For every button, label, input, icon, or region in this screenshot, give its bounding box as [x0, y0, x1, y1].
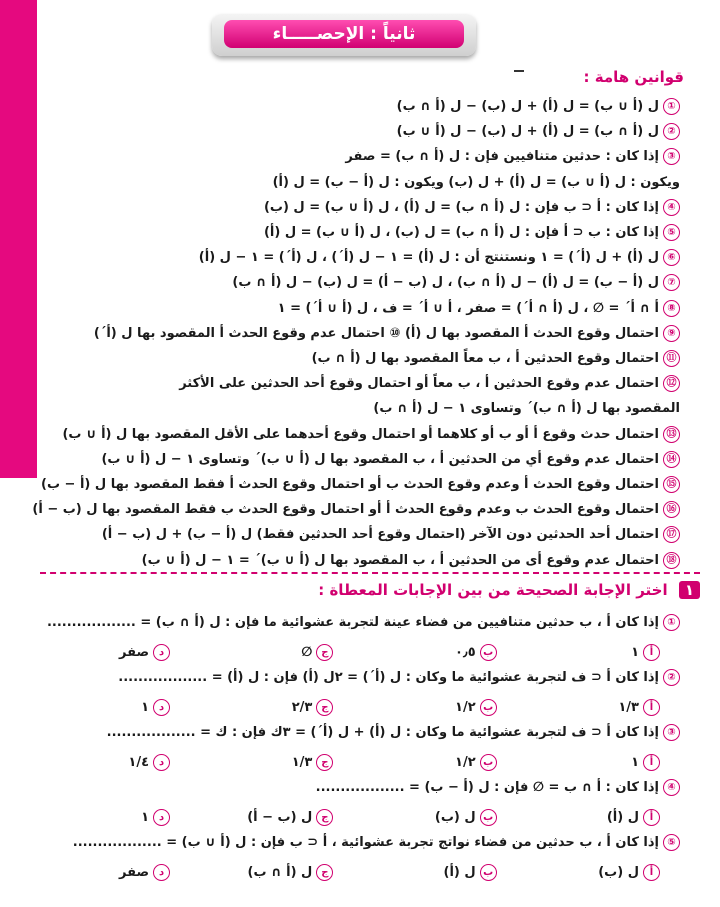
answer-option[interactable] [550, 640, 660, 664]
option-label: ج [316, 699, 333, 716]
answer-option[interactable] [223, 860, 333, 884]
question-number: ③ [663, 724, 680, 741]
answer-option[interactable] [387, 640, 497, 664]
law-number: ⑨ [663, 325, 680, 342]
option-label: ب [480, 754, 497, 771]
law-line [42, 398, 680, 420]
option-label: أ [643, 644, 660, 661]
option-label: د [153, 699, 170, 716]
answer-options [60, 860, 660, 884]
law-text: المقصود بها ل (أ ∩ ب)´ وتساوى ١ − ل (أ ∩ ب) [373, 401, 680, 417]
question-number: ⑤ [663, 834, 680, 851]
option-label: ج [316, 644, 333, 661]
answer-options [60, 805, 660, 829]
law-number: ⑯ [663, 501, 680, 518]
law-text: احتمال عدم وقوع أى من الحدثين أ ، ب المقصود بها ل (أ ∪ ب)´ = ١ − ل (أ ∪ ب) [141, 552, 659, 568]
law-line [32, 499, 680, 521]
exercise-title [318, 581, 700, 599]
answer-option[interactable] [387, 860, 497, 884]
answer-option[interactable] [223, 695, 333, 719]
option-value: ل (ب) [434, 809, 476, 825]
option-value: ١/٤ [128, 754, 150, 770]
question-line [42, 667, 680, 689]
option-label: أ [643, 864, 660, 881]
option-value: ١/٣ [618, 699, 639, 715]
answer-option[interactable] [550, 750, 660, 774]
law-number: ② [663, 123, 680, 140]
law-line [42, 247, 680, 269]
law-number: ⑰ [663, 526, 680, 543]
law-text: احتمال وقوع الحدث أ وعدم وقوع الحدث ب أو احتمال وقوع الحدث أ فقط المقصود بها ل (أ − ب) [41, 477, 659, 492]
law-text: احتمال عدم وقوع الحدثين أ ، ب معاً أو احتمال وقوع أحد الحدثين على الأكثر [179, 376, 659, 392]
question-line [42, 777, 680, 799]
question-line [42, 722, 680, 744]
option-value: ١ [631, 644, 639, 660]
law-number: ⑱ [663, 552, 680, 569]
option-label: ب [480, 864, 497, 881]
law-text: أ ∩ أ´ = ∅ ، ل (أ ∩ أ´) = صفر ، أ ∪ أ´ = ف ، ل (أ ∪ أ´) = ١ [277, 300, 659, 316]
option-value: ١ [631, 754, 639, 770]
law-number: ⑮ [663, 476, 680, 493]
law-line [42, 348, 680, 370]
law-line [42, 197, 680, 219]
law-text: إذا كان : ب ⊂ أ فإن : ل (أ ∩ ب) = ل (ب) ، ل (أ ∪ ب) = ل (أ) [263, 225, 659, 240]
question-text: إذا كان أ ⊂ ف لتجربة عشوائية ما وكان : ل (أ) + ل (أ´) = ٣ك فإن : ك = .................. [106, 725, 659, 740]
law-line [42, 550, 680, 572]
law-line [42, 96, 680, 118]
option-value: ل (أ) [443, 864, 476, 880]
answer-option[interactable] [223, 805, 333, 829]
option-label: أ [643, 699, 660, 716]
law-number: ⑥ [663, 249, 680, 266]
answer-options [60, 750, 660, 774]
law-text: ل (أ − ب) = ل (أ) − ل (أ ∩ ب) ، ل (ب − أ) = ل (ب) − ل (أ ∩ ب) [232, 275, 659, 291]
law-line [42, 524, 680, 546]
option-label: ب [480, 644, 497, 661]
law-number: ⑬ [663, 426, 680, 443]
law-text: احتمال وقوع الحدث أ المقصود بها ل (أ) ⑩ احتمال عدم وقوع الحدث أ المقصود بها ل (أ´) [93, 325, 659, 341]
question-line [42, 612, 680, 634]
law-line [42, 298, 680, 320]
answer-option[interactable] [223, 640, 333, 664]
answer-option[interactable] [387, 805, 497, 829]
option-label: أ [643, 809, 660, 826]
law-number: ⑦ [663, 274, 680, 291]
option-label: د [153, 754, 170, 771]
law-number: ⑭ [663, 451, 680, 468]
option-value: ٠٫٥ [454, 644, 476, 660]
law-line [42, 424, 680, 446]
law-text: ل (أ ∪ ب) = ل (أ) + ل (ب) − ل (أ ∩ ب) [396, 99, 659, 114]
question-text: إذا كان : أ ∩ ب = ∅ فإن : ل (أ − ب) = .................. [315, 780, 659, 795]
option-value: ل (ب) [598, 864, 639, 880]
option-label: د [153, 809, 170, 826]
option-value: ل (أ ∩ ب) [247, 864, 313, 880]
sidebar-strip [0, 0, 37, 478]
answer-option[interactable] [387, 695, 497, 719]
law-line [42, 146, 680, 168]
law-text: احتمال وقوع الحدث ب وعدم وقوع الحدث أ أو احتمال وقوع الحدث ب فقط المقصود بها ل (ب − أ) [32, 502, 659, 518]
answer-option[interactable] [387, 750, 497, 774]
section-separator [40, 572, 700, 574]
law-text: ويكون : ل (أ ∪ ب) = ل (أ) + ل (ب) ويكون : ل (أ − ب) = ل (أ) [272, 174, 680, 190]
answer-option[interactable] [60, 695, 170, 719]
question-text: إذا كان أ ⊂ ف لتجربة عشوائية ما وكان : ل (أ´) = ٢ل (أ) فإن : ل (أ) = .................. [118, 670, 659, 685]
question-number: ④ [663, 779, 680, 796]
question-line [42, 832, 680, 854]
question-text: إذا كان أ ، ب حدثين من فضاء نواتج تجربة عشوائية ، أ ⊂ ب فإن : ل (أ ∪ ب) = .................. [72, 835, 659, 850]
option-label: ج [316, 809, 333, 826]
answer-option[interactable] [550, 805, 660, 829]
divider-dash [514, 70, 524, 72]
law-text: احتمال حدث وقوع أ أو ب أو كلاهما أو احتمال وقوع أحدهما على الأقل المقصود بها ل (أ ∪ ب) [62, 426, 659, 442]
answer-option[interactable] [550, 695, 660, 719]
section-title: قوانين هامة : [583, 68, 684, 86]
law-number: ⑤ [663, 224, 680, 241]
option-label: ب [480, 809, 497, 826]
law-line [42, 172, 680, 194]
exercise-number: ١ [679, 581, 700, 599]
law-text: احتمال وقوع الحدثين أ ، ب معاً المقصود بها ل (أ ∩ ب) [311, 351, 659, 366]
option-value: ١/٣ [291, 754, 313, 770]
law-line [42, 272, 680, 294]
answer-options [60, 695, 660, 719]
answer-option[interactable] [60, 640, 170, 664]
question-text: إذا كان أ ، ب حدثين متنافيين من فضاء عينة لتجربة عشوائية ما فإن : ل (أ ∩ ب) = .................. [46, 615, 659, 630]
law-line [42, 323, 680, 345]
law-number: ⑪ [663, 350, 680, 367]
law-line [42, 474, 680, 496]
law-text: ل (أ ∩ ب) = ل (أ) + ل (ب) − ل (أ ∪ ب) [396, 124, 659, 140]
option-value: ∅ [301, 644, 313, 660]
answer-option[interactable] [550, 860, 660, 884]
law-line [42, 121, 680, 143]
option-value: ١/٢ [455, 754, 476, 770]
law-number: ③ [663, 148, 680, 165]
answer-option[interactable] [60, 860, 170, 884]
law-text: إذا كان : أ ⊂ ب فإن : ل (أ ∩ ب) = ل (أ) ، ل (أ ∪ ب) = ل (ب) [263, 199, 659, 215]
law-line [42, 222, 680, 244]
option-label: ج [316, 754, 333, 771]
option-value: ١ [141, 809, 150, 825]
title-banner [212, 14, 476, 56]
option-label: أ [643, 754, 660, 771]
option-value: ل (ب − أ) [247, 809, 313, 825]
banner-title: ثانياً : الإحصـــــاء [224, 20, 464, 48]
law-text: احتمال عدم وقوع أي من الحدثين أ ، ب المقصود بها ل (أ ∪ ب)´ وتساوى ١ − ل (أ ∪ ب) [101, 451, 659, 467]
option-value: ل (أ) [606, 809, 639, 825]
law-number: ⑫ [663, 375, 680, 392]
answer-option[interactable] [60, 750, 170, 774]
law-text: احتمال أحد الحدثين دون الآخر (احتمال وقوع أحد الحدثين فقط) ل (أ − ب) + ل (ب − أ) [101, 527, 659, 543]
law-number: ④ [663, 199, 680, 216]
law-text: ل (أ) + ل (أ´) = ١ ونستنتج أن : ل (أ) = ١ − ل (أ´) ، ل (أ´) = ١ − ل (أ) [198, 250, 659, 266]
law-text: إذا كان : حدثين متنافيين فإن : ل (أ ∩ ب) = صفر [345, 149, 659, 165]
answer-option[interactable] [60, 805, 170, 829]
law-number: ⑧ [663, 300, 680, 317]
option-value: ٢/٣ [291, 699, 313, 715]
exercise-title-text: اختر الإجابة الصحيحة من بين الإجابات المعطاة : [318, 581, 668, 599]
question-number: ② [663, 669, 680, 686]
option-label: د [153, 644, 170, 661]
law-line [42, 373, 680, 395]
law-line [42, 449, 680, 471]
question-number: ① [663, 614, 680, 631]
option-value: ١ [141, 699, 150, 715]
option-value: صفر [119, 864, 150, 880]
law-number: ① [663, 98, 680, 115]
answer-options [60, 640, 660, 664]
answer-option[interactable] [223, 750, 333, 774]
option-label: د [153, 864, 170, 881]
option-label: ب [480, 699, 497, 716]
option-label: ج [316, 864, 333, 881]
option-value: ١/٢ [455, 699, 476, 715]
option-value: صفر [119, 644, 150, 660]
